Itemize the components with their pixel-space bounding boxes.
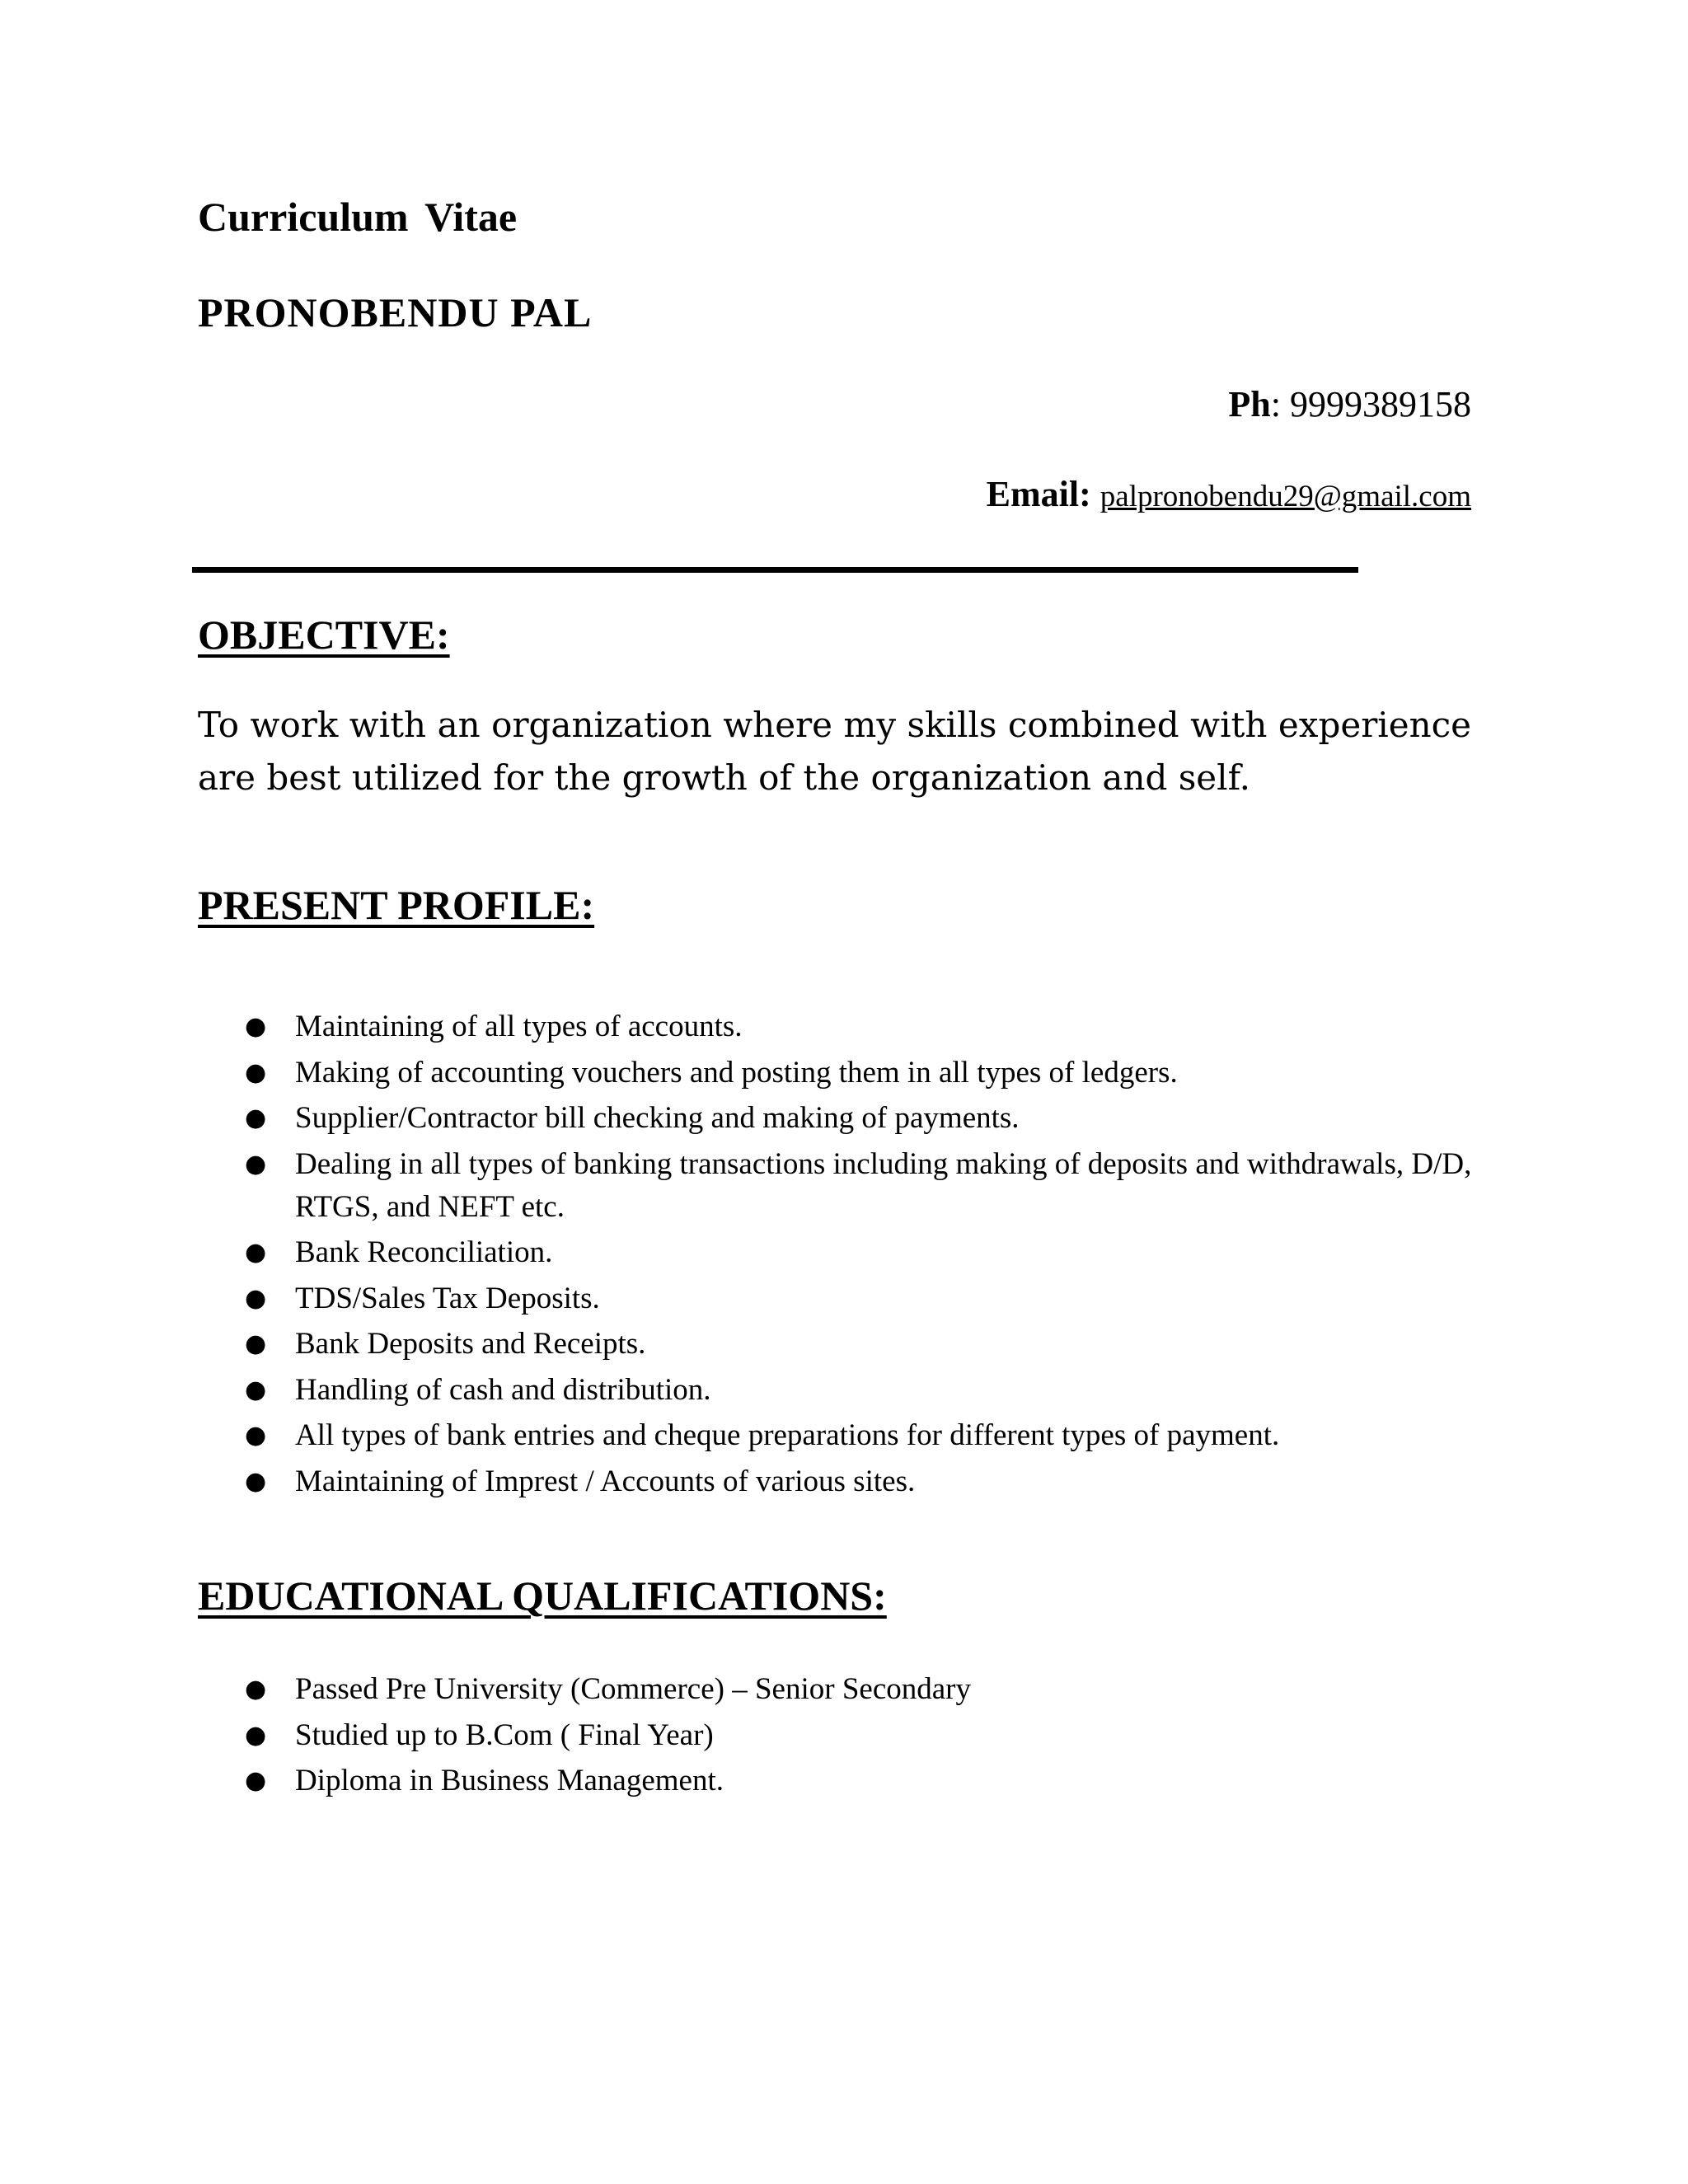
objective-text: To work with an organization where my skills combined with experience are best utilized for the growth of the organization and self. [198, 705, 1471, 798]
phone-separator: : [1270, 384, 1290, 424]
bullet-icon: ● [245, 1329, 267, 1358]
bullet-icon: ● [245, 1104, 267, 1132]
bullet-icon: ● [245, 1238, 267, 1267]
list-item [198, 1005, 1484, 1048]
bullet-icon: ● [245, 1766, 267, 1795]
list-item [198, 1760, 1484, 1802]
objective-heading: OBJECTIVE: [198, 612, 450, 658]
bullet-icon: ● [245, 1675, 267, 1704]
bullet-icon: ● [245, 1057, 267, 1087]
list-item [198, 1414, 1484, 1457]
bullet-icon: ● [245, 1149, 267, 1179]
list-item-text: Making of accounting vouchers and posting them in all types of ledgers. [295, 1055, 1178, 1090]
list-item-text: Maintaining of all types of accounts. [295, 1010, 743, 1043]
list-item-text: Bank Deposits and Receipts. [295, 1327, 646, 1361]
list-item [198, 1143, 1484, 1229]
bullet-icon: ● [245, 1720, 267, 1750]
list-item-text: Diploma in Business Management. [295, 1764, 724, 1797]
bullet-icon: ● [245, 1283, 267, 1313]
list-item-text: All types of bank entries and cheque preparations for different types of payment. [295, 1418, 1280, 1452]
list-item [198, 1323, 1484, 1366]
list-item [198, 1460, 1484, 1503]
list-item [198, 1231, 1484, 1274]
email-label: Email: [986, 474, 1091, 514]
bullet-icon: ● [245, 1466, 267, 1496]
education-heading: EDUCATIONAL QUALIFICATIONS: [198, 1572, 887, 1619]
list-item-text: Supplier/Contractor bill checking and making of payments. [295, 1101, 1020, 1135]
candidate-name: PRONOBENDU PAL [198, 289, 593, 335]
list-item-text: Maintaining of Imprest / Accounts of various sites. [295, 1464, 916, 1498]
contact-phone [1228, 383, 1471, 427]
list-item [198, 1277, 1484, 1320]
list-item [198, 1668, 1484, 1711]
list-item [198, 1714, 1484, 1757]
list-item-text: TDS/Sales Tax Deposits. [295, 1281, 600, 1315]
education-list [198, 1668, 1484, 1806]
list-item-text: Bank Reconciliation. [295, 1235, 553, 1269]
bullet-icon: ● [245, 1012, 267, 1041]
bullet-icon: ● [245, 1375, 267, 1404]
phone-value: 9999389158 [1290, 384, 1471, 424]
document-title: Curriculum Vitae [198, 194, 518, 240]
present-profile-list [198, 1005, 1484, 1506]
email-link[interactable]: palpronobendu29@gmail.com [1100, 480, 1471, 513]
phone-label: Ph [1228, 384, 1271, 424]
header-divider [192, 567, 1358, 573]
list-item-text: Studied up to B.Com ( Final Year) [295, 1718, 714, 1752]
list-item [198, 1369, 1484, 1412]
list-item-text: Passed Pre University (Commerce) – Senior Secondary [295, 1672, 971, 1706]
list-item [198, 1052, 1484, 1094]
list-item-text: Dealing in all types of banking transactions including making of deposits and withdrawals, D/D, RTGS, and NEFT etc. [295, 1146, 1472, 1224]
list-item [198, 1097, 1484, 1140]
bullet-icon: ● [245, 1421, 267, 1450]
list-item-text: Handling of cash and distribution. [295, 1372, 711, 1407]
present-profile-heading: PRESENT PROFILE: [198, 882, 595, 928]
contact-email [987, 473, 1471, 517]
